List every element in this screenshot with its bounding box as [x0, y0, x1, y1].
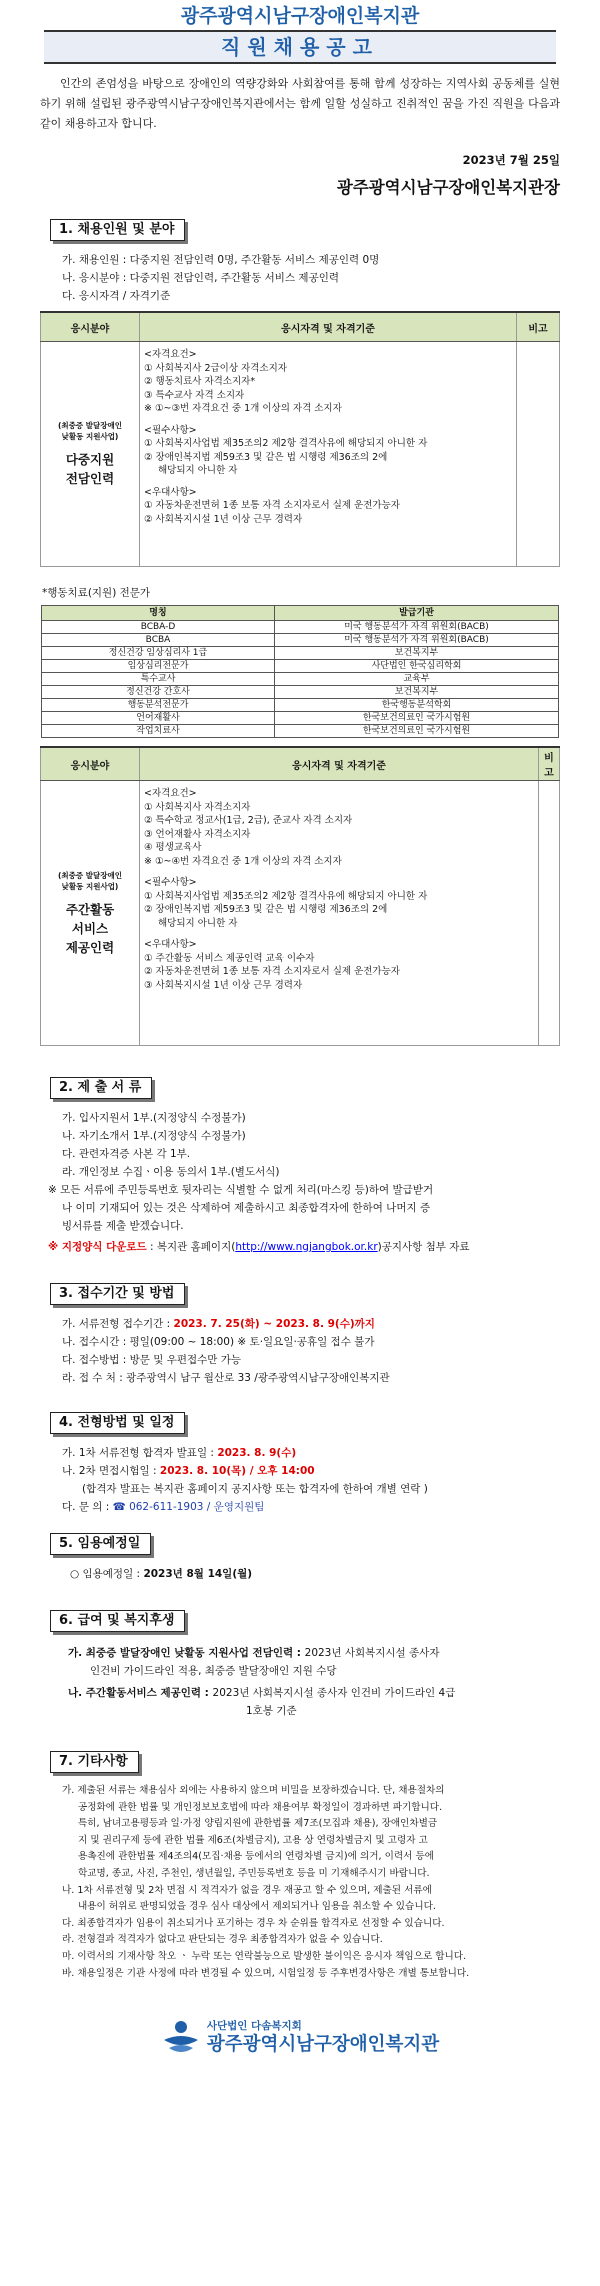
s2-line: 다. 관련자격증 사본 각 1부. [62, 1148, 191, 1160]
qualification-cell [140, 781, 539, 1046]
behavior-expert-title: *행동치료(지원) 전문가 [42, 587, 151, 599]
th-qualification: 응시자격 및 자격기준 [140, 312, 517, 342]
label: 나. 2차 면접시험일 : [62, 1465, 160, 1477]
field-name: 제공인력 [65, 939, 115, 955]
download-text: )공지사항 첨부 자료 [377, 1241, 470, 1253]
value: 2023년 사회복지시설 종사자 [304, 1647, 440, 1659]
s3-line: 라. 접 수 처 : 광주광역시 남구 월산로 33 /광주광역시남구장애인복지관 [62, 1372, 390, 1384]
receipt-period: 2023. 7. 25(화) ~ 2023. 8. 9(수)까지 [173, 1318, 375, 1330]
field-small: (최중증 발달장애인 [58, 870, 122, 880]
req-line: <우대사항> [144, 486, 197, 498]
s6-line: 1호봉 기준 [246, 1705, 297, 1717]
cell-name: BCBA [42, 634, 275, 647]
th-remarks: 비고 [539, 747, 560, 781]
field-name: 주간활동 [65, 901, 115, 917]
s2-note: 나 이미 기재되어 있는 것은 삭제하여 제출하시고 최종합격자에 한하여 나머지 증 [62, 1202, 431, 1214]
table-row [42, 634, 559, 647]
req-line: ① 사회복지사업법 제35조의2 제2항 결격사유에 해당되지 아니한 자 [144, 438, 428, 449]
s7-line: 지 및 권리구제 등에 관한 법률 제6조(차별금지), 고용 상 연령차별금지 및 고령자 고 [78, 1834, 428, 1846]
s3-line [62, 1315, 600, 1333]
section-2-title: 2. 제 출 서 류 [50, 1077, 152, 1099]
req-line: ① 사회복지사 2급이상 자격소지자 [144, 362, 287, 374]
section-3-title: 3. 접수기간 및 방법 [50, 1283, 185, 1305]
field-name: 전담인력 [65, 471, 115, 486]
remarks-cell [517, 342, 560, 567]
req-line: 해당되지 아니한 자 [158, 917, 238, 929]
s7-line: 바. 채용일정은 기관 사정에 따라 변경될 수 있으며, 시험일정 등 주후변경사항은 개별 통보합니다. [62, 1967, 470, 1979]
value: 2023년 사회복지시설 종사자 인건비 가이드라인 4급 [212, 1687, 456, 1699]
label: 나. 주간활동서비스 제공인력 : [68, 1687, 213, 1699]
th-issuer: 발급기관 [275, 606, 559, 621]
section-5-title: 5. 임용예정일 [50, 1533, 151, 1555]
req-line: <우대사항> [144, 939, 197, 950]
s7-line: 마. 이력서의 기재사항 착오 ㆍ 누락 또는 연락불능으로 발생한 불이익은 응시자 책임으로 합니다. [62, 1950, 467, 1962]
notice-date: 2023년 7월 25일 [462, 153, 560, 167]
table-row [42, 712, 559, 725]
th-field: 응시분야 [41, 747, 140, 781]
s7-line: 라. 전형결과 적격자가 없다고 판단되는 경우 최종합격자가 없을 수 있습니다. [62, 1934, 383, 1946]
table-row [42, 660, 559, 673]
s7-line: 가. 제출된 서류는 채용심사 외에는 사용하지 않으며 비밀을 보장하겠습니다. 단, 채용절차의 [62, 1785, 445, 1796]
s7-line: 다. 최종합격자가 임용이 취소되거나 포기하는 경우 차 순위를 합격자로 선정할 수 있습니다. [62, 1917, 445, 1929]
s4-line [62, 1498, 600, 1516]
req-line: ① 사회복지사업법 제35조의2 제2항 결격사유에 해당되지 아니한 자 [144, 890, 428, 902]
s7-line: 특히, 남녀고용평등과 일·가정 양립지원에 관한법률 제7조(모집과 채용), 장애인차별금 [78, 1818, 438, 1830]
req-line: ② 행동치료사 자격소지자* [144, 376, 256, 387]
homepage-link[interactable]: http://www.ngjangbok.or.kr [235, 1241, 378, 1253]
cell-issuer: 보건복지부 [275, 686, 559, 699]
section-6 [0, 1609, 600, 1720]
req-line: ③ 언어재활사 자격소지자 [144, 828, 251, 840]
qualification-table-2 [40, 746, 560, 1046]
req-line: <필수사항> [144, 424, 197, 436]
intro-paragraph: 인간의 존엄성을 바탕으로 장애인의 역량강화와 사회참여를 통해 함께 성장하는 지역사회 공동체를 실현하기 위해 설립된 광주광역시남구장애인복지관에서는 함께 일할 성실하고 진취적인 꿈을 가진 직원을 다음과 같이 채용하고자 합니다. [40, 77, 560, 130]
s4-line [62, 1444, 600, 1462]
notice-org: 광주광역시남구장애인복지관장 [336, 178, 560, 197]
appointment-date: 2023년 8월 14일(월) [143, 1568, 253, 1580]
table-row [42, 699, 559, 712]
s2-note: ※ 모든 서류에 주민등록번호 뒷자리는 식별할 수 없게 처리(마스킹 등)하여 발급받거 [48, 1184, 434, 1196]
label: ○ 임용예정일 : [70, 1568, 144, 1580]
cell-issuer: 한국보건의료인 국가시험원 [275, 725, 559, 738]
cell-name: BCBA-D [42, 621, 275, 634]
s1-line: 나. 응시분야 : 다중지원 전담인력, 주간활동 서비스 제공인력 [62, 272, 340, 284]
s3-line: 다. 접수방법 : 방문 및 우편접수만 가능 [62, 1354, 242, 1366]
download-note [48, 1238, 600, 1256]
label: 다. 문 의 : [62, 1501, 113, 1513]
cell-issuer: 교육부 [275, 673, 559, 686]
req-line: ① 사회복지사 자격소지자 [144, 801, 251, 813]
section-6-title: 6. 급여 및 복지후생 [50, 1610, 185, 1632]
label: 가. 1차 서류전형 합격자 발표일 : [62, 1447, 218, 1459]
s5-line [70, 1565, 600, 1583]
s6-line [68, 1644, 600, 1662]
cell-name: 언어재활사 [42, 712, 275, 725]
cell-issuer: 한국보건의료인 국가시험원 [275, 712, 559, 725]
req-line: <필수사항> [144, 877, 197, 888]
cell-name: 특수교사 [42, 673, 275, 686]
req-line: ※ ①~④번 자격요건 중 1개 이상의 자격 소지자 [144, 855, 342, 867]
first-result-date: 2023. 8. 9(수) [217, 1447, 297, 1459]
s2-line: 라. 개인정보 수집ㆍ이용 동의서 1부.(별도서식) [62, 1166, 280, 1178]
field-name: 다중지원 [65, 452, 115, 467]
s6-line: 인건비 가이드라인 적용, 최중증 발달장애인 지원 수당 [90, 1665, 337, 1677]
field-cell [41, 781, 140, 1046]
req-line: <자격요건> [144, 349, 197, 360]
s2-note: 빙서류를 제출 받겠습니다. [62, 1220, 184, 1232]
req-line: ④ 평생교육사 [144, 842, 202, 853]
th-qualification: 응시자격 및 자격기준 [140, 747, 539, 781]
req-line: ① 자동차운전면허 1종 보통 자격 소지자로서 실제 운전가능자 [144, 500, 400, 511]
section-7-title: 7. 기타사항 [50, 1751, 139, 1773]
s7-line: 내용이 허위로 판명되었을 경우 심사 대상에서 제외되거나 임용을 취소할 수 있습니다. [78, 1901, 436, 1913]
th-remarks: 비고 [517, 312, 560, 342]
req-line: ② 장애인복지법 제59조3 및 같은 법 시행령 제36조의 2에 [144, 451, 388, 463]
section-3 [0, 1282, 600, 1387]
s1-line: 다. 응시자격 / 자격기준 [62, 290, 171, 302]
label: 가. 최중증 발달장애인 낮활동 지원사업 전담인력 : [68, 1647, 305, 1659]
footer-corp: 사단법인 다솜복지회 [206, 2020, 302, 2033]
s3-line: 나. 접수시간 : 평일(09:00 ~ 18:00) ※ 토·일요일·공휴일 접수 불가 [62, 1336, 375, 1348]
req-line: ② 장애인복지법 제59조3 및 같은 법 시행령 제36조의 2에 [144, 904, 388, 915]
footer [0, 2018, 600, 2062]
th-name: 명칭 [42, 606, 275, 621]
req-line: 해당되지 아니한 자 [158, 465, 238, 476]
header-subtitle: 직원채용공고 [44, 30, 556, 64]
cell-name: 정신건강 간호사 [42, 686, 275, 699]
qualification-cell [140, 342, 517, 567]
cell-issuer: 한국행동분석학회 [275, 699, 559, 712]
qualification-table-1 [40, 311, 560, 567]
footer-name: 광주광역시남구장애인복지관 [206, 2034, 440, 2056]
s2-line: 나. 자기소개서 1부.(지정양식 수정불가) [62, 1130, 246, 1142]
cell-issuer: 보건복지부 [275, 647, 559, 660]
table-row [42, 686, 559, 699]
s7-line: 학교명, 종교, 사진, 주천인, 생년월일, 주민등록번호 등을 미 기재해주시기 바랍니다. [78, 1867, 430, 1879]
field-small: 낮활동 지원사업) [61, 881, 119, 891]
s2-line: 가. 입사지원서 1부.(지정양식 수정불가) [62, 1112, 246, 1124]
welfare-logo-icon [161, 2018, 201, 2058]
table-row [42, 673, 559, 686]
section-1 [0, 218, 600, 567]
table-row [42, 621, 559, 634]
cell-issuer: 미국 행동분석가 자격 위원회(BACB) [275, 634, 559, 647]
label: 가. 서류전형 접수기간 : [62, 1318, 174, 1330]
s4-line [62, 1462, 600, 1480]
section-7 [0, 1750, 600, 1982]
cell-name: 정신건강 임상심리사 1급 [42, 647, 275, 660]
req-line: ② 사회복지시설 1년 이상 근무 경력자 [144, 513, 303, 525]
req-line: ※ ①~③번 자격요건 중 1개 이상의 자격 소지자 [144, 403, 342, 414]
interview-date: 2023. 8. 10(목) / 오후 14:00 [159, 1465, 315, 1477]
section-5 [0, 1532, 600, 1583]
behavior-expert-section [0, 585, 600, 738]
req-line: ② 특수학교 정교사(1급, 2급), 준교사 자격 소지자 [144, 815, 353, 826]
req-line: ② 자동차운전면허 1종 보통 자격 소지자로서 실제 운전가능자 [144, 966, 400, 977]
cell-issuer: 미국 행동분석가 자격 위원회(BACB) [275, 621, 559, 634]
req-line: ③ 사회복지시설 1년 이상 근무 경력자 [144, 979, 303, 991]
header [44, 0, 556, 64]
field-cell [41, 342, 140, 567]
s7-line: 공정화에 관한 법률 및 개인정보보호법에 따라 채용여부 확정일이 경과하면 파기합니다. [78, 1801, 443, 1813]
field-name: 서비스 [71, 920, 109, 936]
field-small: (최중증 발달장애인 [58, 421, 122, 430]
s4-line: (합격자 발표는 복지관 홈페이지 공지사항 또는 합격자에 한하여 개별 연락 ) [82, 1483, 428, 1495]
s1-line: 가. 채용인원 : 다중지원 전담인력 0명, 주간활동 서비스 제공인력 0명 [62, 254, 380, 266]
field-small: 낮활동 지원사업) [61, 432, 119, 441]
table-row [42, 725, 559, 738]
section-1-title: 1. 채용인원 및 분야 [50, 219, 185, 241]
cell-name: 임상심리전문가 [42, 660, 275, 673]
s7-line: 나. 1차 서류전형 및 2차 면접 시 적격자가 없을 경우 재공고 할 수 있으며, 제출된 서류에 [62, 1884, 432, 1896]
s7-line: 용촉진에 관한법률 제4조의4(모집·채용 등에서의 연령차별 금지)에 의거, 이력서 등에 [78, 1851, 435, 1863]
section-4 [0, 1411, 600, 1516]
cell-name: 작업치료사 [42, 725, 275, 738]
section-4-title: 4. 전형방법 및 일정 [50, 1412, 185, 1434]
cell-issuer: 사단법인 한국심리학회 [275, 660, 559, 673]
contact-phone[interactable]: ☎ 062-611-1903 / 운영지원팀 [112, 1501, 265, 1513]
req-line: ① 주간활동 서비스 제공인력 교육 이수자 [144, 952, 315, 964]
table-row [42, 647, 559, 660]
req-line: <자격요건> [144, 788, 197, 799]
remarks-cell [539, 781, 560, 1046]
cell-name: 행동분석전문가 [42, 699, 275, 712]
download-label: ※ 지정양식 다운로드 [48, 1241, 147, 1253]
section-2 [0, 1076, 600, 1256]
download-text: : 복지관 홈페이지( [146, 1241, 236, 1253]
s6-line [68, 1684, 600, 1702]
th-field: 응시분야 [41, 312, 140, 342]
behavior-expert-table [41, 605, 559, 738]
header-title: 광주광역시남구장애인복지관 [180, 5, 420, 27]
req-line: ③ 특수교사 자격 소지자 [144, 389, 245, 401]
